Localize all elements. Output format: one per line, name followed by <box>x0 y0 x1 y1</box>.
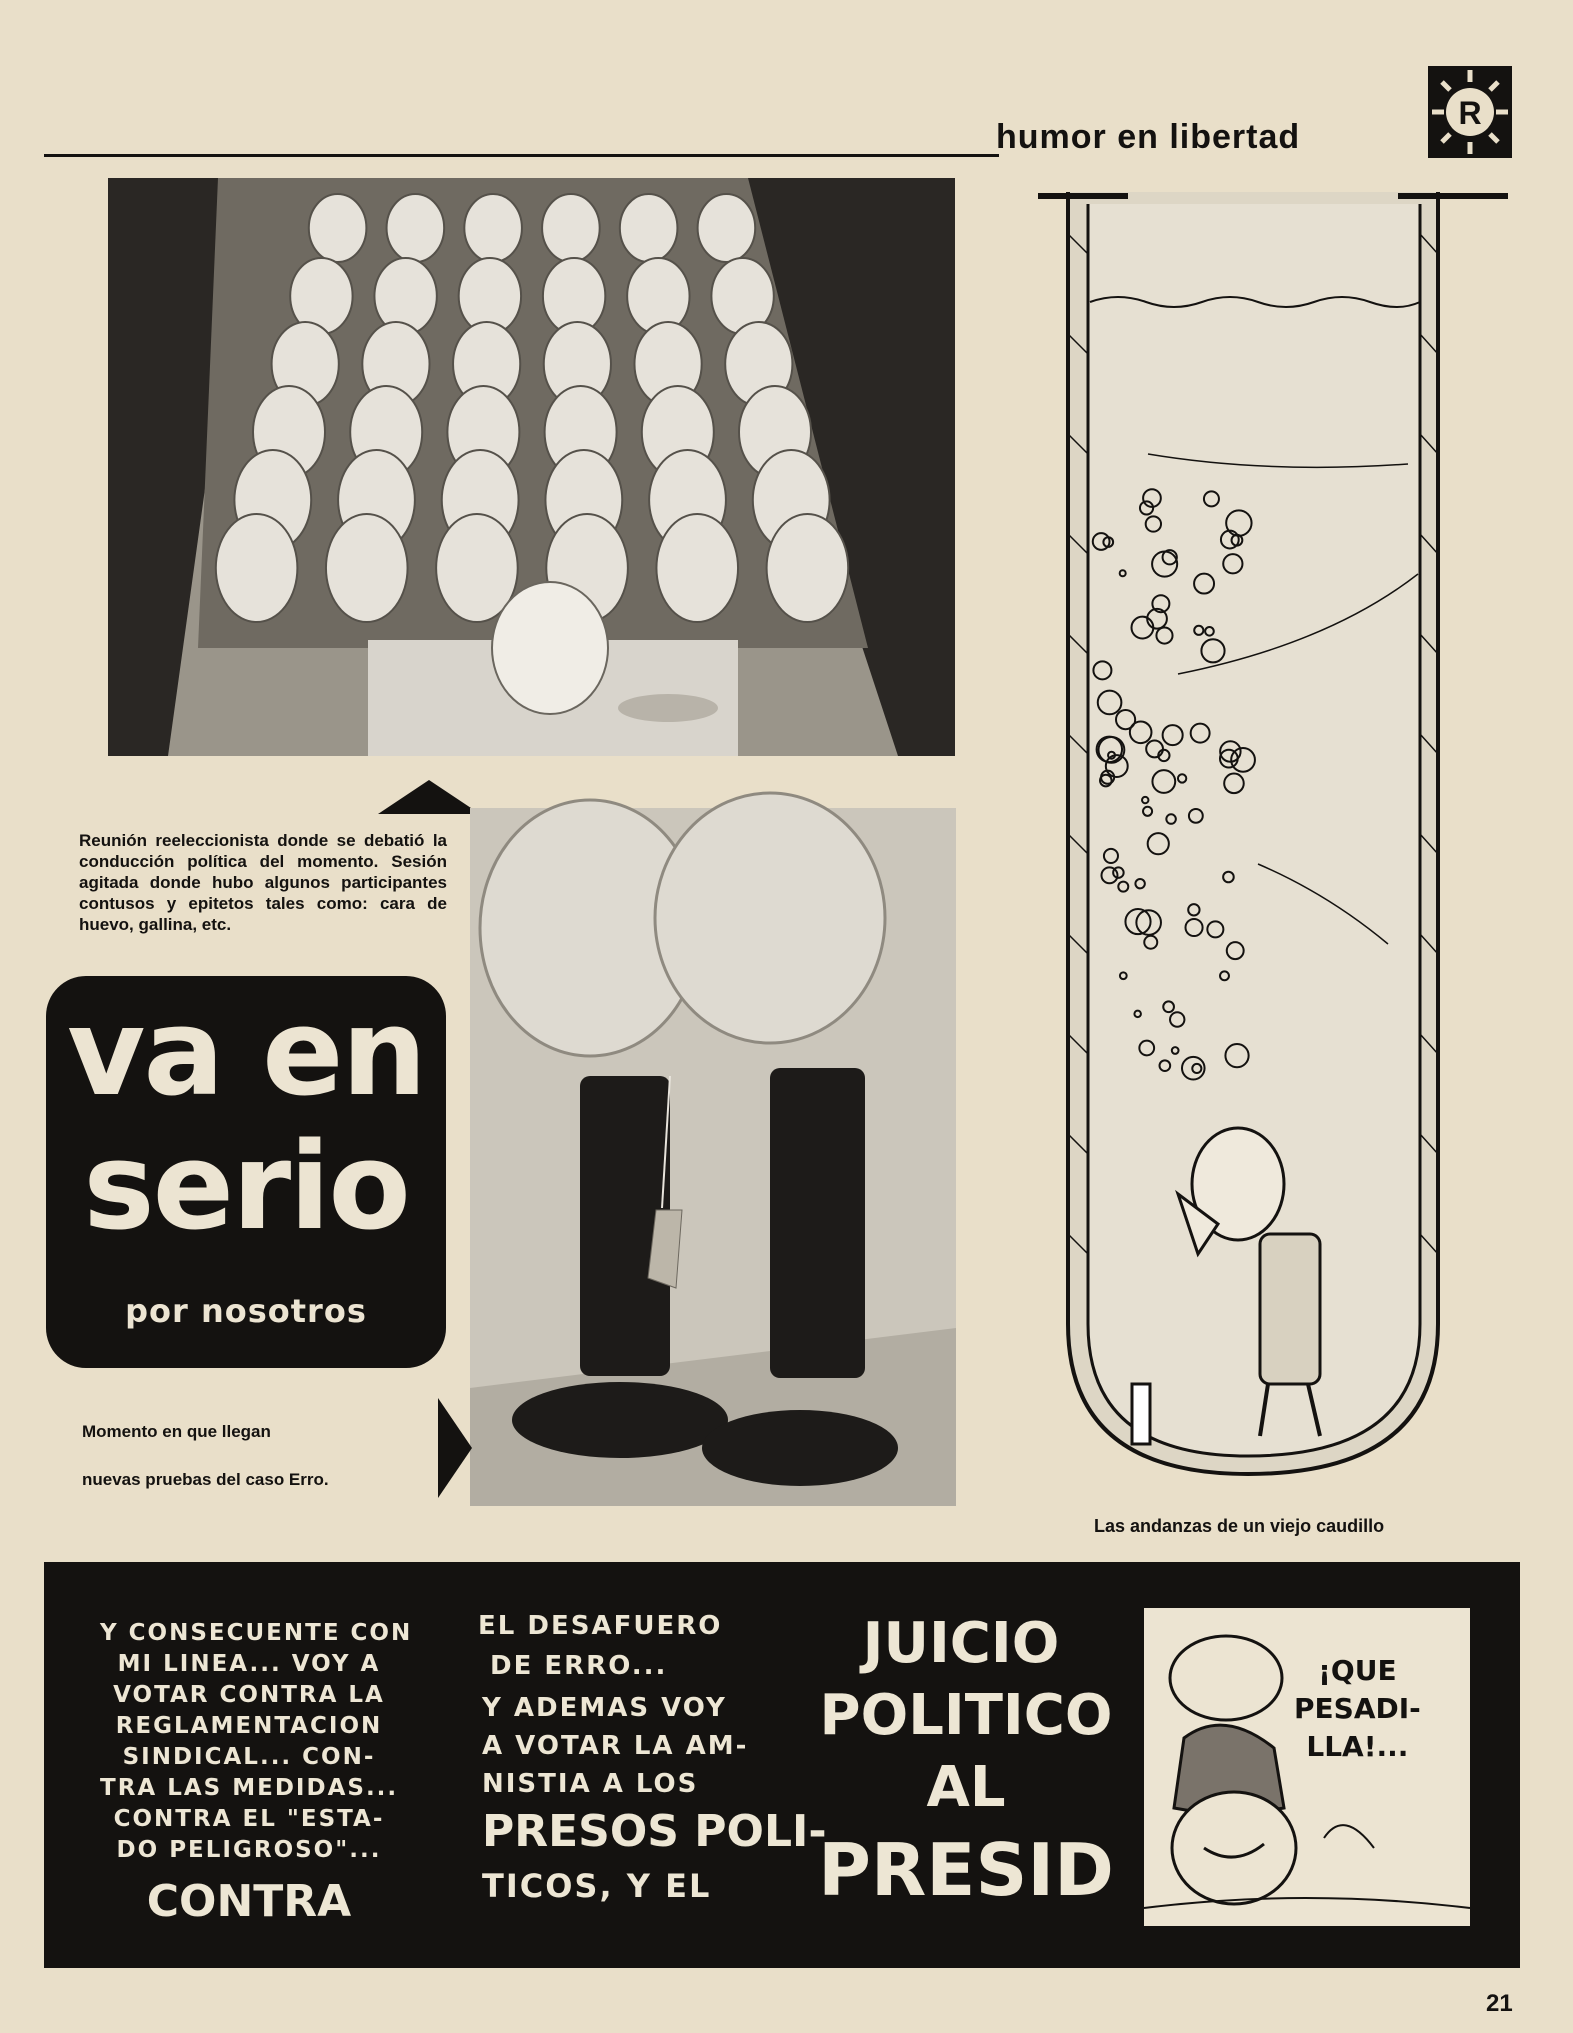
panel1-big-word: CONTRA <box>146 1876 352 1927</box>
panel1-line: DO PELIGROSO"... <box>116 1837 382 1863</box>
egg <box>627 258 689 334</box>
egg <box>387 194 445 262</box>
egg <box>464 194 522 262</box>
egg <box>698 194 756 262</box>
panel2-line: TICOS, Y EL <box>482 1867 712 1905</box>
cartoon-well-caudillo <box>1028 174 1518 1494</box>
comic-strip <box>44 1562 1520 1968</box>
panel2-line: Y ADEMAS VOY <box>482 1693 727 1723</box>
logo-letter: R <box>1458 95 1482 131</box>
egg <box>767 514 849 622</box>
cartoon-caption: Las andanzas de un viejo caudillo <box>1094 1516 1385 1536</box>
panel1-line: MI LINEA... VOY A <box>117 1651 381 1677</box>
section-title: humor en libertad <box>996 118 1301 156</box>
header-rule <box>44 154 999 157</box>
photo-eggs-carton <box>108 178 955 756</box>
panel3-line: JUICIO <box>862 1611 1060 1676</box>
panel3-line: PRESID <box>818 1828 1114 1912</box>
boots-caption-line-2: nuevas pruebas del caso Erro. <box>82 1470 329 1489</box>
title-line-2: serio <box>83 1118 409 1257</box>
panel3-line: POLITICO <box>819 1683 1113 1748</box>
comic-panel-4 <box>1144 1608 1470 1926</box>
title-line-3: por nosotros <box>125 1292 367 1330</box>
egg <box>542 194 600 262</box>
page-number: 21 <box>1486 1990 1513 2017</box>
panel2-line: A VOTAR LA AM- <box>482 1731 749 1761</box>
arrow-up-marker <box>378 780 480 814</box>
title-block <box>46 976 446 1368</box>
balloon-line: ¡QUE <box>1318 1654 1397 1687</box>
comic-panel-2 <box>472 1608 827 1926</box>
panel1-line: Y CONSECUENTE CON <box>100 1620 413 1646</box>
panel1-line: REGLAMENTACION <box>115 1713 383 1739</box>
comic-panel-1 <box>100 1608 413 1927</box>
panel1-line: VOTAR CONTRA LA <box>113 1682 385 1708</box>
arrow-right-marker <box>438 1398 472 1498</box>
balloon-line: PESADI- <box>1294 1692 1421 1725</box>
panel2-line: DE ERRO... <box>490 1651 668 1681</box>
panel2-big-line: PRESOS POLI- <box>482 1806 827 1857</box>
egg <box>326 514 408 622</box>
comic-panel-3 <box>818 1608 1114 1926</box>
magazine-logo <box>1428 66 1512 158</box>
panel1-line: CONTRA EL "ESTA- <box>113 1806 385 1832</box>
panel2-line: NISTIA A LOS <box>482 1769 699 1799</box>
egg <box>216 514 298 622</box>
photo-boots-balloons <box>470 808 956 1506</box>
egg <box>374 258 436 334</box>
egg <box>620 194 678 262</box>
balloon-line: LLA!... <box>1306 1730 1409 1763</box>
panel1-line: SINDICAL... CON- <box>122 1744 376 1770</box>
panel2-line: EL DESAFUERO <box>478 1611 723 1641</box>
eggs-caption: Reunión reeleccionista donde se debatió la conducción política del momento. Sesión agitada donde hubo algunos participantes contusos y epitetos tales como: cara de huevo, gallina, etc. <box>79 831 447 934</box>
egg <box>309 194 367 262</box>
panel3-line: AL <box>926 1755 1006 1820</box>
title-line-1: va en <box>67 984 425 1123</box>
boots-caption-line-1: Momento en que llegan <box>82 1422 271 1441</box>
egg <box>656 514 738 622</box>
panel4-balloon <box>1294 1652 1421 1766</box>
panel1-line: TRA LAS MEDIDAS... <box>100 1775 399 1801</box>
